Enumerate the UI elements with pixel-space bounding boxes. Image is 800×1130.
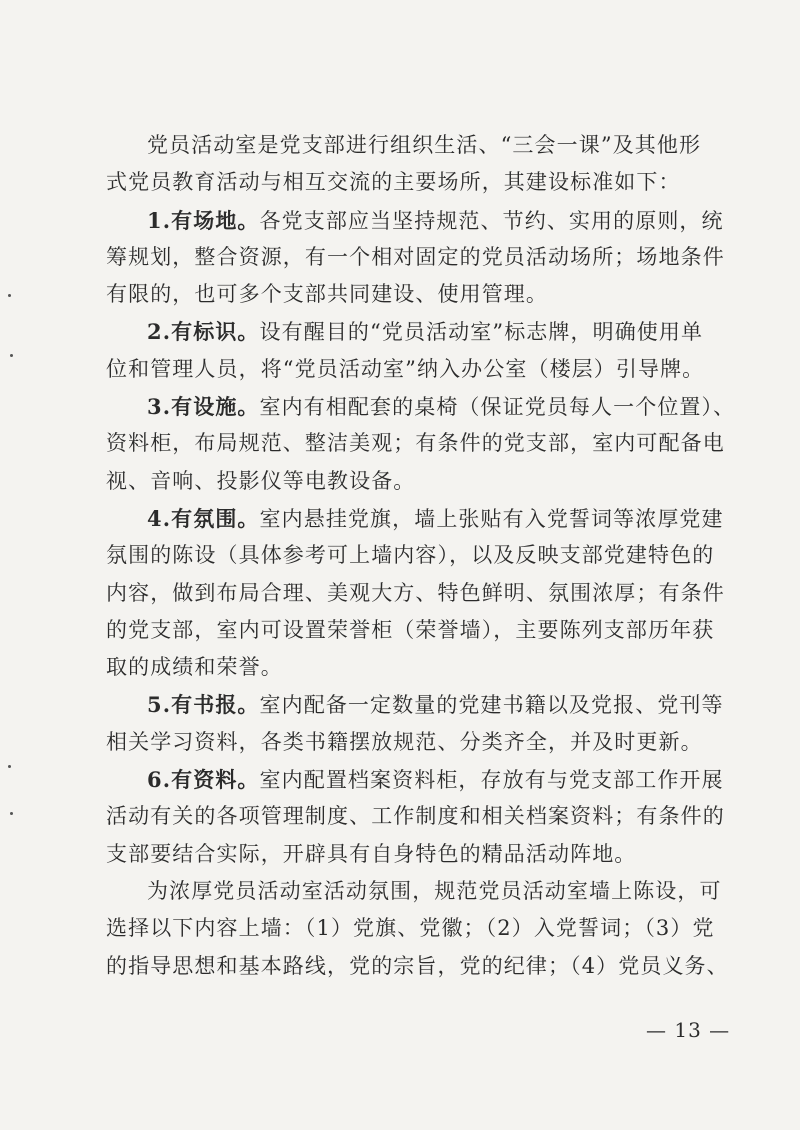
item-6-line: 活动有关的各项管理制度、工作制度和相关档案资料；有条件的 [106,804,725,829]
item-1-line: 有限的，也可多个支部共同建设、使用管理。 [106,282,548,307]
item-1-heading: 1.有场地。 [147,207,260,233]
item-6-line [106,761,724,798]
item-3-line: 视、音响、投影仪等电教设备。 [106,468,416,493]
item-4-text: 室内悬挂党旗，墙上张贴有入党誓词等浓厚党建 [259,506,724,531]
closing-line: 的指导思想和基本路线，党的宗旨，党的纪律；（4）党员义务、 [106,953,729,978]
item-3-line [106,388,736,425]
item-5-line: 相关学习资料，各类书籍摆放规范、分类齐全，并及时更新。 [106,729,703,754]
scan-speck [8,294,11,297]
item-2-line: 位和管理人员，将“党员活动室”纳入办公室（楼层）引导牌。 [106,356,705,381]
intro-line: 式党员教育活动与相互交流的主要场所，其建设标准如下： [106,170,681,195]
page-number: — 13 — [646,1018,731,1042]
item-4-line: 内容，做到布局合理、美观大方、特色鲜明、氛围浓厚；有条件 [106,580,725,605]
scan-speck [8,765,11,768]
item-2-heading: 2.有标识。 [147,319,260,345]
item-2-text: 设有醒目的“党员活动室”标志牌，明确使用单 [259,320,704,345]
scan-speck [10,354,13,357]
item-3-text: 室内有相配套的桌椅（保证党员每人一个位置）、 [259,395,736,420]
item-5-line [106,686,724,723]
body-text [106,127,736,985]
item-3-line: 资料柜，布局规范、整洁美观；有条件的党支部，室内可配备电 [106,431,725,456]
closing-line: 选择以下内容上墙：（1）党旗、党徽；（2）入党誓词；（3）党 [106,916,715,941]
closing-line: 为浓厚党员活动室活动氛围，规范党员活动室墙上陈设，可 [147,878,722,903]
item-6-line: 支部要结合实际，开辟具有自身特色的精品活动阵地。 [106,841,637,866]
item-6-heading: 6.有资料。 [147,767,260,793]
item-4-line [106,500,724,537]
scan-speck [10,812,13,815]
item-4-line: 取的成绩和荣誉。 [106,655,283,680]
intro-line: 党员活动室是党支部进行组织生活、“三会一课”及其他形 [147,133,702,157]
item-1-line [106,202,724,239]
item-5-text: 室内配备一定数量的党建书籍以及党报、党刊等 [259,693,724,718]
item-4-line: 的党支部，室内可设置荣誉柜（荣誉墙），主要陈列支部历年获 [106,617,715,642]
item-2-line [106,313,718,350]
item-4-heading: 4.有氛围。 [147,505,260,531]
item-6-text: 室内配置档案资料柜，存放有与党支部工作开展 [259,768,724,793]
item-4-line: 氛围的陈设（具体参考可上墙内容），以及反映支部党建特色的 [106,543,715,568]
item-3-heading: 3.有设施。 [147,394,260,420]
item-1-text: 各党支部应当坚持规范、节约、实用的原则，统 [259,208,724,233]
item-1-line: 筹规划，整合资源，有一个相对固定的党员活动场所；场地条件 [106,244,725,269]
item-5-heading: 5.有书报。 [147,692,260,718]
